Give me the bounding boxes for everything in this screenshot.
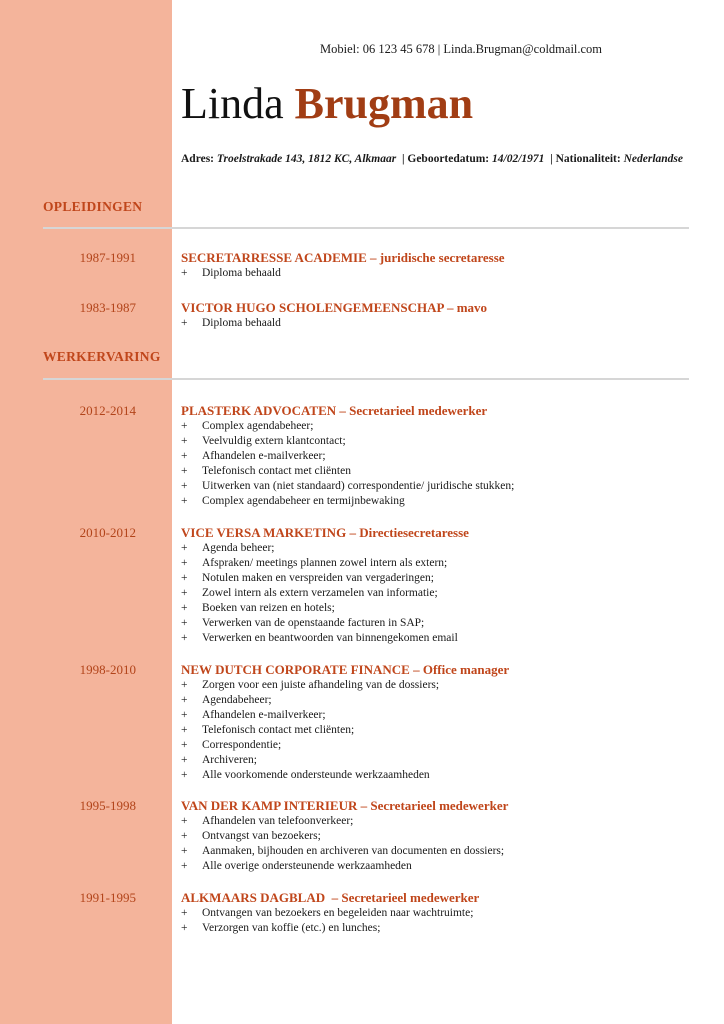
entry-list: [181, 906, 701, 936]
entry-org: VICTOR HUGO SCHOLENGEMEENSCHAP: [181, 300, 444, 315]
list-item-text: Zorgen voor een juiste afhandeling van de dossiers;: [202, 679, 440, 691]
list-item-text: Verwerken van de openstaande facturen in SAP;: [202, 617, 425, 629]
plus-icon: +: [181, 754, 188, 766]
list-item-text: Alle overige ondersteunende werkzaamheden: [202, 860, 412, 872]
list-item: [181, 556, 701, 571]
plus-icon: +: [181, 860, 188, 872]
entry-role: – Office manager: [409, 662, 510, 677]
entry-period: 2012-2014: [79, 403, 136, 418]
entry-org: SECRETARRESSE ACADEMIE: [181, 250, 367, 265]
list-item-text: Diploma behaald: [202, 267, 281, 279]
list-item: [181, 631, 701, 646]
list-item-text: Ontvangst van bezoekers;: [202, 830, 321, 842]
entry-heading: [181, 662, 509, 678]
nationality-value: Nederlandse: [623, 153, 684, 165]
plus-icon: +: [181, 420, 188, 432]
list-item-text: Veelvuldig extern klantcontact;: [202, 435, 346, 447]
list-item-text: Agenda beheer;: [202, 542, 275, 554]
list-item-text: Telefonisch contact met cliënten;: [202, 724, 355, 736]
entry-heading: [181, 525, 469, 541]
list-item-text: Correspondentie;: [202, 739, 282, 751]
list-item-text: Afhandelen van telefoonverkeer;: [202, 815, 354, 827]
list-item-text: Afhandelen e-mailverkeer;: [202, 450, 326, 462]
entry-list: [181, 266, 701, 281]
list-item: [181, 541, 701, 556]
entry-heading: [181, 300, 487, 316]
list-item: [181, 419, 701, 434]
entry-heading: [181, 890, 479, 906]
plus-icon: +: [181, 769, 188, 781]
birth-label: | Geboortedatum:: [396, 153, 493, 165]
plus-icon: +: [181, 495, 188, 507]
entry-org: ALKMAARS DAGBLAD: [181, 890, 326, 905]
entry-role: – Secretarieel medewerker: [336, 403, 488, 418]
address-label: Adres:: [181, 153, 217, 165]
entry-org: VICE VERSA MARKETING: [181, 525, 347, 540]
list-item: [181, 906, 701, 921]
list-item-text: Complex agendabeheer en termijnbewaking: [202, 495, 405, 507]
entry-period: 1991-1995: [79, 890, 136, 905]
entry-list: [181, 678, 701, 783]
list-item-text: Verwerken en beantwoorden van binnengekomen email: [202, 632, 458, 644]
plus-icon: +: [181, 602, 188, 614]
list-item: [181, 921, 701, 936]
plus-icon: +: [181, 557, 188, 569]
plus-icon: +: [181, 465, 188, 477]
list-item: [181, 678, 701, 693]
list-item: [181, 266, 701, 281]
sidebar-band: [0, 0, 172, 1024]
list-item: [181, 316, 701, 331]
entry-period: 2010-2012: [79, 525, 136, 540]
plus-icon: +: [181, 267, 188, 279]
list-item-text: Diploma behaald: [202, 317, 281, 329]
list-item-text: Archiveren;: [202, 754, 257, 766]
list-item: [181, 708, 701, 723]
list-item-text: Ontvangen van bezoekers en begeleiden naar wachtruimte;: [202, 907, 474, 919]
plus-icon: +: [181, 317, 188, 329]
list-item-text: Aanmaken, bijhouden en archiveren van documenten en dossiers;: [202, 845, 505, 857]
list-item-text: Afhandelen e-mailverkeer;: [202, 709, 326, 721]
list-item: [181, 616, 701, 631]
entry-list: [181, 541, 701, 646]
entry-period: 1995-1998: [79, 798, 136, 813]
entry-org: PLASTERK ADVOCATEN: [181, 403, 337, 418]
list-item-text: Telefonisch contact met cliënten: [202, 465, 351, 477]
plus-icon: +: [181, 435, 188, 447]
list-item-text: Complex agendabeheer;: [202, 420, 314, 432]
list-item: [181, 814, 701, 829]
list-item: [181, 434, 701, 449]
birth-value: 14/02/1971: [492, 153, 545, 165]
entry-list: [181, 419, 701, 509]
entry-role: – Secretarieel medewerker: [357, 798, 509, 813]
address-value: Troelstrakade 143, 1812 KC, Alkmaar: [216, 153, 397, 165]
entry-org: VAN DER KAMP INTERIEUR: [181, 798, 358, 813]
first-name: Linda: [181, 79, 284, 128]
personal-details: [181, 150, 701, 168]
list-item: [181, 464, 701, 479]
entry-role: – mavo: [443, 300, 488, 315]
entry-role: – Directiesecretaresse: [346, 525, 469, 540]
divider: [43, 378, 689, 380]
divider: [43, 227, 689, 229]
list-item: [181, 768, 701, 783]
list-item: [181, 479, 701, 494]
contact-line: Mobiel: 06 123 45 678 | Linda.Brugman@coldmail.com: [320, 42, 603, 56]
list-item: [181, 829, 701, 844]
plus-icon: +: [181, 907, 188, 919]
plus-icon: +: [181, 845, 188, 857]
last-name: Brugman: [294, 79, 474, 128]
list-item-text: Zowel intern als extern verzamelen van informatie;: [202, 587, 438, 599]
entry-period: 1998-2010: [79, 662, 136, 677]
list-item: [181, 693, 701, 708]
entry-role: – Secretarieel medewerker: [325, 890, 480, 905]
entry-heading: [181, 798, 508, 814]
list-item: [181, 494, 701, 509]
list-item: [181, 586, 701, 601]
plus-icon: +: [181, 694, 188, 706]
list-item: [181, 844, 701, 859]
nationality-label: | Nationaliteit:: [544, 153, 624, 165]
list-item: [181, 753, 701, 768]
plus-icon: +: [181, 679, 188, 691]
entry-heading: [181, 250, 505, 266]
plus-icon: +: [181, 830, 188, 842]
plus-icon: +: [181, 542, 188, 554]
list-item: [181, 723, 701, 738]
plus-icon: +: [181, 724, 188, 736]
entry-list: [181, 316, 701, 331]
list-item: [181, 738, 701, 753]
entry-list: [181, 814, 701, 874]
plus-icon: +: [181, 450, 188, 462]
list-item-text: Alle voorkomende ondersteunde werkzaamheden: [202, 769, 430, 781]
plus-icon: +: [181, 922, 188, 934]
plus-icon: +: [181, 815, 188, 827]
plus-icon: +: [181, 709, 188, 721]
entry-period: 1983-1987: [79, 300, 136, 315]
plus-icon: +: [181, 617, 188, 629]
list-item-text: Afspraken/ meetings plannen zowel intern als extern;: [202, 557, 448, 569]
entry-org: NEW DUTCH CORPORATE FINANCE: [181, 662, 410, 677]
entry-heading: [181, 403, 487, 419]
section-title-education: OPLEIDINGEN: [43, 199, 143, 214]
list-item-text: Uitwerken van (niet standaard) correspondentie/ juridische stukken;: [202, 480, 515, 492]
section-title-work: WERKERVARING: [43, 349, 161, 364]
plus-icon: +: [181, 480, 188, 492]
list-item: [181, 859, 701, 874]
list-item-text: Notulen maken en verspreiden van vergaderingen;: [202, 572, 434, 584]
entry-role: – juridische secretaresse: [366, 250, 505, 265]
list-item-text: Boeken van reizen en hotels;: [202, 602, 335, 614]
list-item: [181, 601, 701, 616]
plus-icon: +: [181, 739, 188, 751]
list-item-text: Verzorgen van koffie (etc.) en lunches;: [202, 922, 381, 934]
list-item: [181, 571, 701, 586]
list-item-text: Agendabeheer;: [202, 694, 272, 706]
plus-icon: +: [181, 572, 188, 584]
plus-icon: +: [181, 632, 188, 644]
list-item: [181, 449, 701, 464]
entry-period: 1987-1991: [79, 250, 136, 265]
plus-icon: +: [181, 587, 188, 599]
full-name: [181, 78, 473, 130]
